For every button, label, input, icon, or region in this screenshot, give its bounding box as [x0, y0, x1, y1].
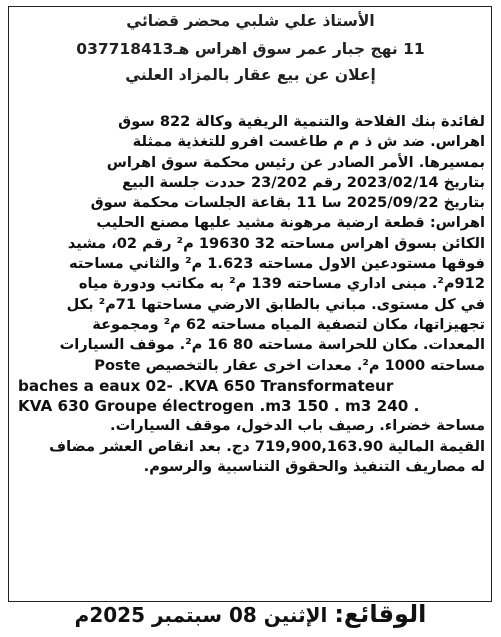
body-line: KVA 630 Groupe électrogen .m3 150 . m3 240 .	[18, 397, 420, 416]
body-line: اهراس: قطعة ارضية مرهونة مشيد عليها مصنع الحليب	[96, 214, 485, 232]
body-line: مساحة خضراء. رصيف باب الدخول، موقف السيارات.	[110, 417, 485, 435]
body-line: المعدات. مكان للحراسة مساحته 80 16 م². موقف السيارات	[59, 336, 485, 354]
body-line: بمسيرها. الأمر الصادر عن رئيس محكمة سوق اهراس	[106, 153, 485, 171]
body-line: في كل مستوى. مباني بالطابق الارضي مساحتها 71م² بكل	[66, 295, 485, 313]
body-line: 912م². مبنى اداري مساحته 139 م² به مكاتب ودورة مياه	[78, 275, 485, 293]
body-line: فوقها مستودعين الاول مساحته 1.623 م² والثاني مساحته	[69, 255, 485, 273]
notice-title: إعلان عن بيع عقار بالمزاد العلني	[125, 66, 376, 84]
body-line: اهراس. ضد ش ذ م م طاغست افرو للتغذية ممثلة	[132, 133, 485, 151]
notice-body	[18, 112, 485, 477]
sale-date-footer	[18, 600, 483, 628]
body-line: القيمة المالية 719,900,163.90 دج. بعد انقاص العشر مضاف	[49, 437, 485, 455]
footer-date: الإثنين 08 سبتمبر 2025م	[74, 603, 328, 627]
body-line: بتاريخ 2025/09/22 سا 11 بقاعة الجلسات محكمة سوق	[90, 194, 485, 212]
bailiff-name: الأستاذ علي شلبي محضر قضائي	[126, 12, 375, 30]
footer-label: الوقائع:	[334, 600, 427, 628]
body-line: baches a eaux 02- .KVA 650 Transformateur	[18, 376, 394, 395]
body-line: الكائن بسوق اهراس مساحته 32 19630 م² رقم 02، مشيد	[67, 234, 485, 252]
body-line: مساحته 1000 م². معدات اخرى عقار بالتخصيص Poste	[94, 356, 485, 374]
body-line: لفائدة بنك الفلاحة والتنمية الريفية وكالة 822 سوق	[118, 113, 485, 130]
body-line: بتاريخ 2023/02/14 رقم 23/202 حددت جلسة البيع	[122, 173, 485, 191]
body-line: تجهيزاتها، مكان لتصفية المياه مساحته 62 م² ومجموعة	[92, 315, 485, 333]
body-line: له مصاريف التنفيذ والحقوق التناسبية والرسوم.	[143, 458, 485, 476]
bailiff-address: 11 نهج جبار عمر سوق اهراس هـ037718413	[76, 40, 425, 58]
